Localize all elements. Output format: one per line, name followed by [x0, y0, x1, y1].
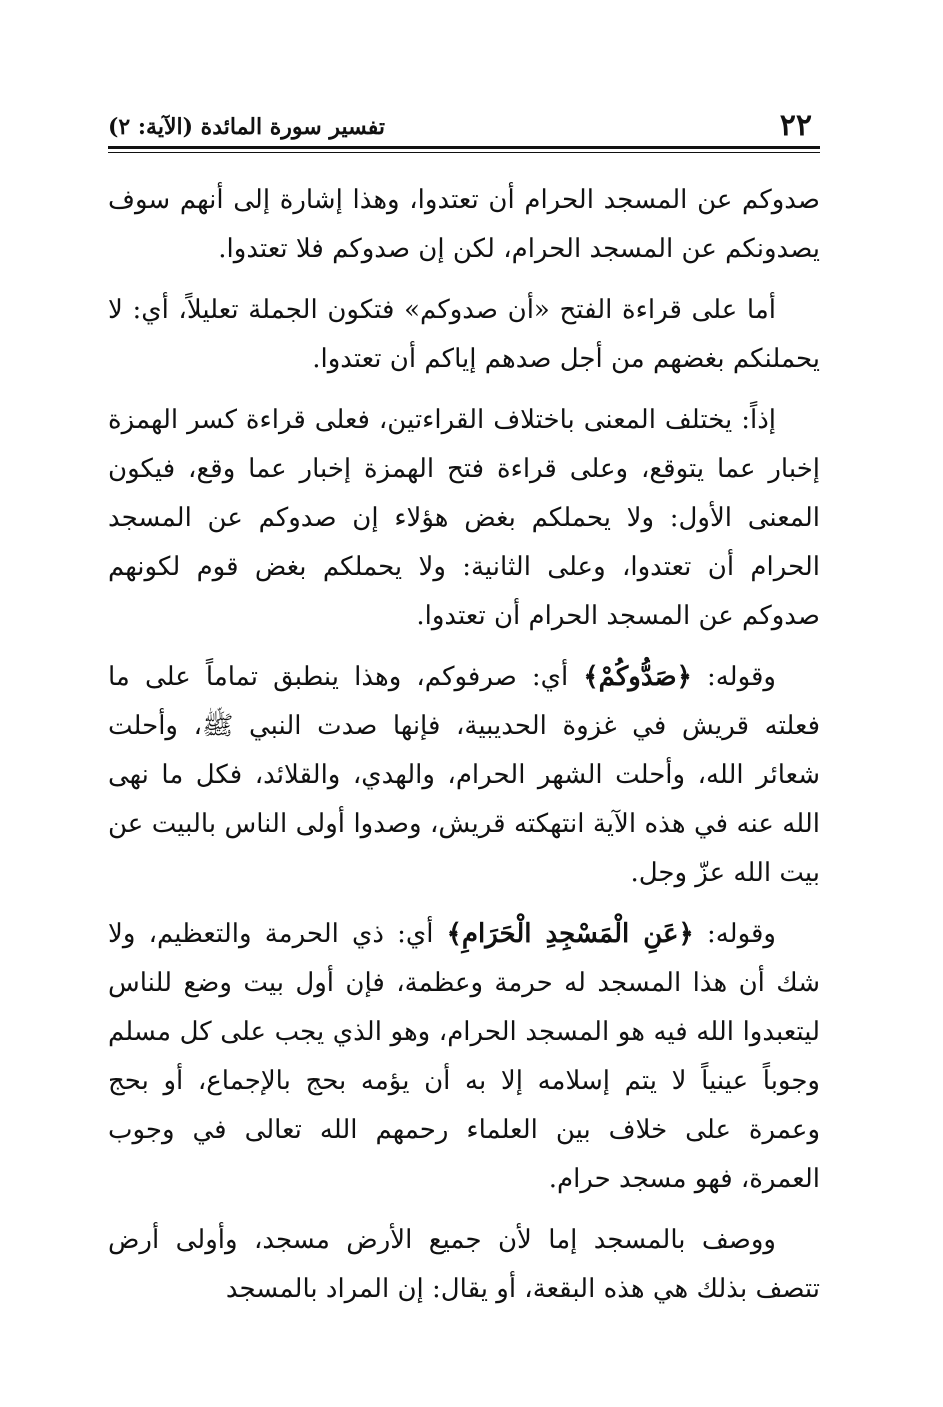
- paragraph-6: ووصف بالمسجد إما لأن جميع الأرض مسجد، وأولى أرض تتصف بذلك هي هذه البقعة، أو يقال: إن المراد بالمسجد: [108, 1225, 820, 1304]
- paragraph-5-text: أي: ذي الحرمة والتعظيم، ولا شك أن هذا المسجد له حرمة وعظمة، فإن أول بيت وضع للناس ليتعبدوا الله فيه هو المسجد الحرام، وهو الذي يجب على كل مسلم وجوباً عينياً لا يتم إسلامه إلا به أن يؤمه بحج بالإجماع، أو بحج وعمرة على خلاف بين العلماء رحمهم الله تعالى في وجوب العمرة، فهو مسجد حرام.: [108, 919, 820, 1194]
- page-number: ٢٢: [779, 108, 812, 143]
- quran-quote-saddukum: ﴿صَدُّوكُمْ﴾: [583, 662, 692, 692]
- paragraph-4-intro: وقوله:: [691, 662, 776, 692]
- page-body: [108, 176, 820, 1326]
- page-header: [108, 104, 820, 144]
- quran-quote-masjid-haram: ﴿عَنِ الْمَسْجِدِ الْحَرَامِ﴾: [446, 919, 694, 949]
- paragraph-5: [108, 910, 820, 1204]
- paragraph-5-intro: وقوله:: [693, 919, 776, 949]
- paragraph-4: [108, 653, 820, 898]
- paragraph-4-text: أي: صرفوكم، وهذا ينطبق تماماً على ما فعلته قريش في غزوة الحديبية، فإنها صدت النبي ﷺ، وأحلت شعائر الله، وأحلت الشهر الحرام، والهدي، والقلائد، فكل ما نهى الله عنه في هذه الآية انتهكته قريش، وصدوا أولى الناس بالبيت عن بيت الله عزّ وجل.: [108, 662, 820, 888]
- paragraph-3: إذاً: يختلف المعنى باختلاف القراءتين، فعلى قراءة كسر الهمزة إخبار عما يتوقع، وعلى قراءة فتح الهمزة إخبار عما وقع، فيكون المعنى الأول: ولا يحملكم بغض هؤلاء إن صدوكم عن المسجد الحرام أن تعتدوا، وعلى الثانية: ولا يحملكم بغض قوم لكونهم صدوكم عن المسجد الحرام أن تعتدوا.: [108, 405, 820, 631]
- paragraph-1: صدوكم عن المسجد الحرام أن تعتدوا، وهذا إشارة إلى أنهم سوف يصدونكم عن المسجد الحرام، لكن إن صدوكم فلا تعتدوا.: [108, 185, 820, 264]
- paragraph-2: أما على قراءة الفتح «أن صدوكم» فتكون الجملة تعليلاً، أي: لا يحملنكم بغضهم من أجل صدهم إياكم أن تعتدوا.: [108, 295, 820, 374]
- header-rule-thin: [108, 152, 820, 153]
- header-rule: [108, 146, 820, 149]
- running-title: تفسير سورة المائدة (الآية: ٢): [108, 114, 386, 140]
